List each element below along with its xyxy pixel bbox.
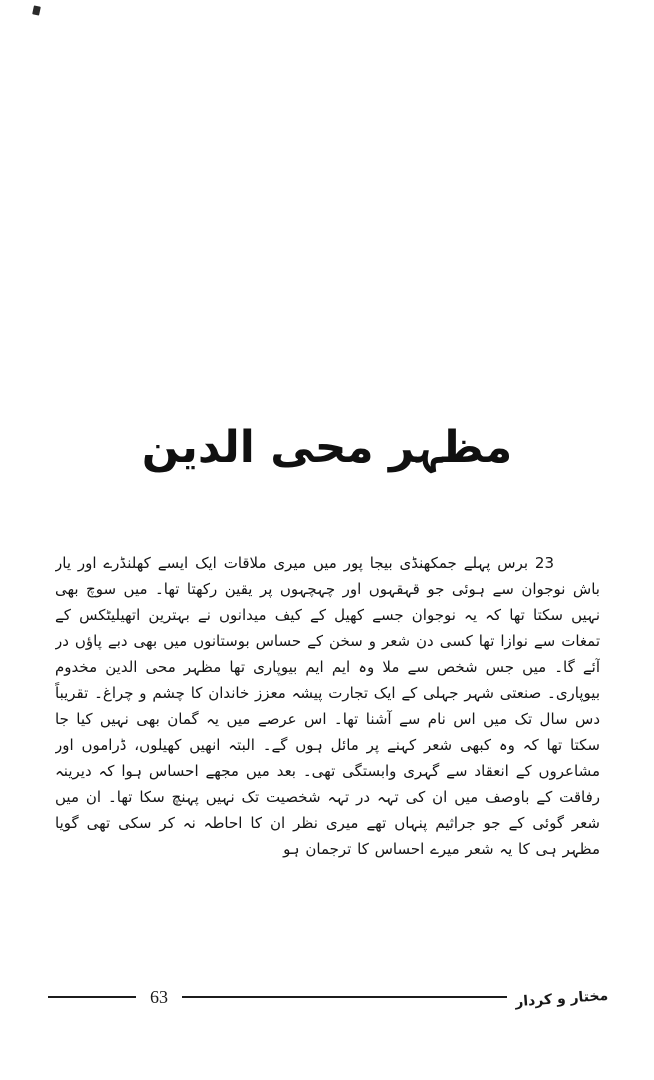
chapter-title: مظہر محی الدین	[141, 422, 513, 473]
footer-rule-left	[48, 996, 136, 998]
page-number: 63	[150, 987, 168, 1007]
book-title: مختار و کردار	[514, 987, 609, 1011]
footer-rule-right	[182, 996, 507, 998]
body-text: 23 برس پہلے جمکھنڈی بیجا پور میں میری ملاقات ایک ایسے کھلنڈرے اور یار باش نوجوان سے ہوئی جو قہقہوں اور چہچہوں پر یقین رکھتا تھا۔ میں سوچ بھی نہیں سکتا تھا کہ یہ نوجوان جسے کھیل کے کیف میدانوں نے بہترین اتھیلیٹکس کے تمغات سے نوازا تھا کسی دن شعر و سخن کے حساس بوستانوں میں بھی دبے پاؤں در آئے گا۔ میں جس شخص سے ملا وہ ایم ایم بیوپاری تھا مظہر محی الدین مخدوم بیوپاری۔ صنعتی شہر جہلی کے ایک تجارت پیشہ معزز خاندان کا چشم و چراغ۔ تقریباً دس سال تک میں اس نام سے آشنا تھا۔ اس عرصے میں یہ گمان بھی نہیں کیا جا سکتا تھا کہ وہ کبھی شعر کہنے پر مائل ہوں گے۔ البتہ انھیں کھیلوں، ڈراموں اور مشاعروں کے انعقاد سے گہری وابستگی تھی۔ بعد میں مجھے احساس ہوا کہ دیرینہ رفاقت کے باوصف میں ان کی تہہ در تہہ شخصیت تک نہیں پہنچ سکا تھا۔ ان میں شعر گوئی کے جو جراثیم پنہاں تھے میری نظر ان کا احاطہ نہ کر سکی تھی گویا مظہر ہی کا یہ شعر میرے احساس کا ترجمان ہو	[55, 554, 600, 858]
page-footer	[48, 984, 608, 1010]
scan-artifact	[32, 5, 41, 15]
